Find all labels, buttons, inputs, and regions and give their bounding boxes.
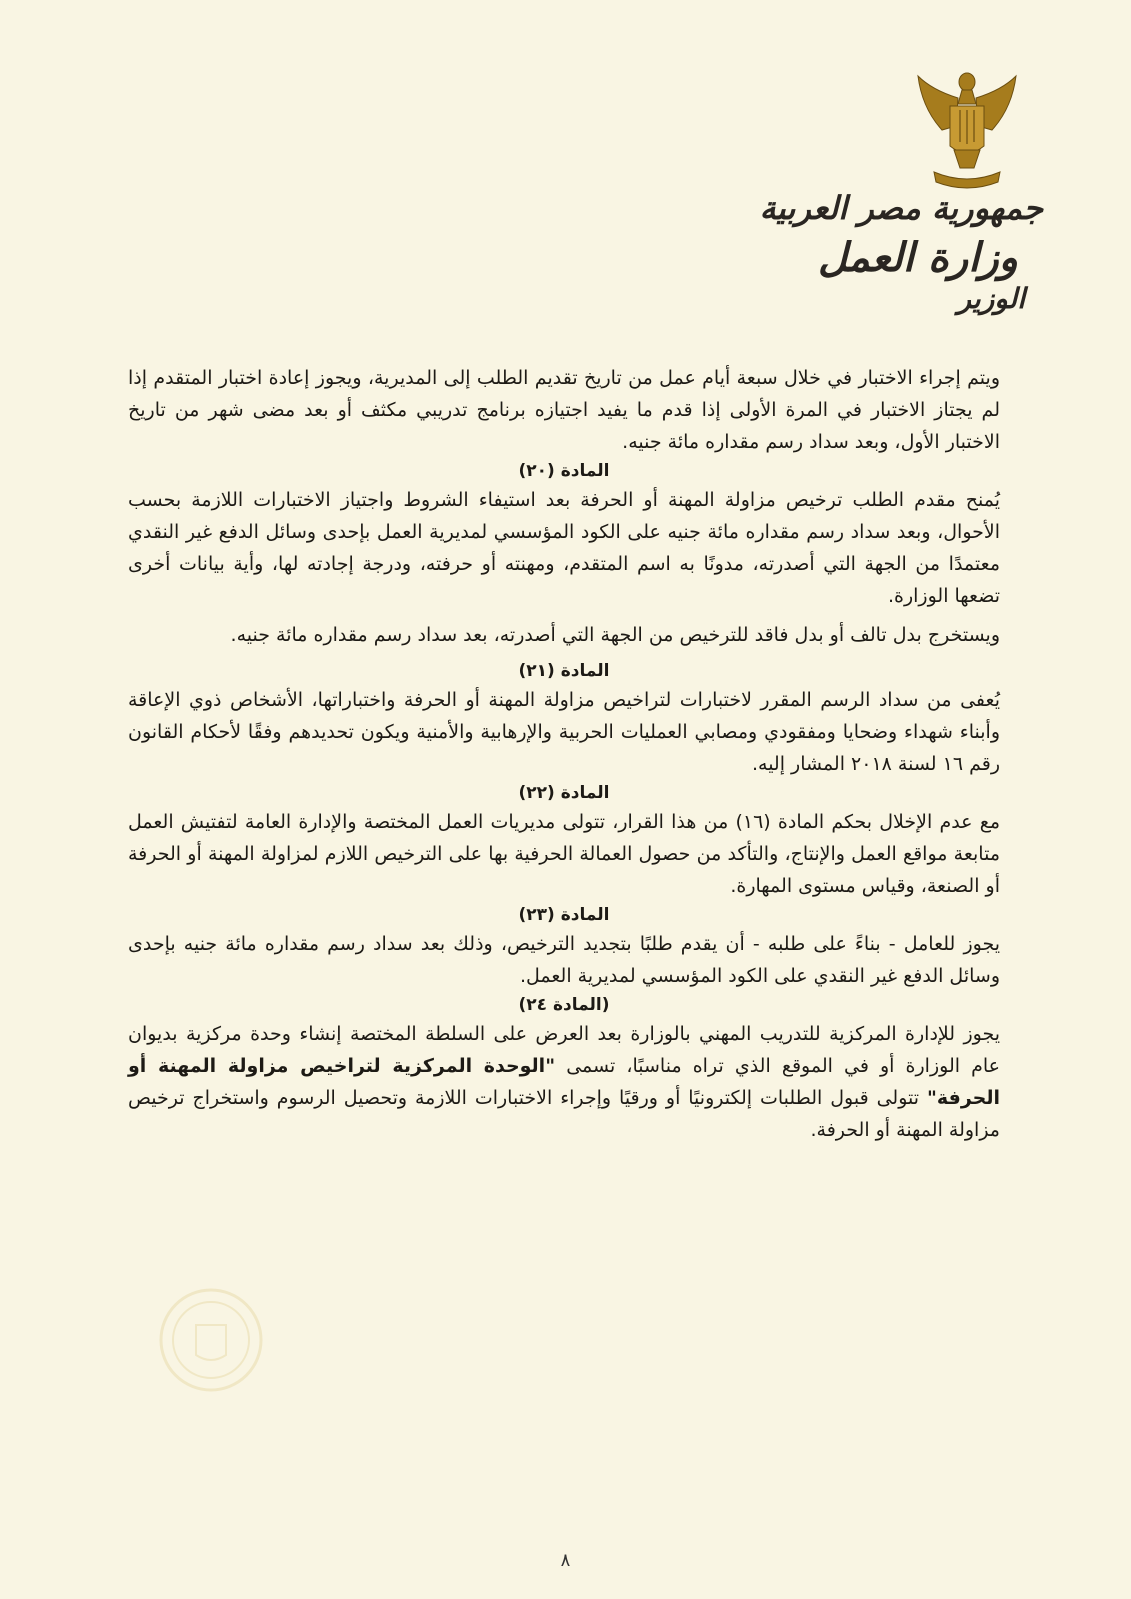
watermark-seal-icon	[156, 1285, 266, 1395]
ministry-name: وزارة العمل	[818, 233, 1018, 281]
article-23-paragraph: يجوز للعامل - بناءً على طلبه - أن يقدم طلبًا بتجديد الترخيص، وذلك بعد سداد رسم مقداره مائة جنيه بإحدى وسائل الدفع غير النقدي على الكود المؤسسي لمديرية العمل.	[128, 933, 1000, 987]
document-body	[128, 362, 1000, 1146]
article-22-paragraph: مع عدم الإخلال بحكم المادة (١٦) من هذا القرار، تتولى مديريات العمل المختصة والإدارة العامة لتفتيش العمل متابعة مواقع العمل والإنتاج، والتأكد من حصول العمالة الحرفية بها على الترخيص اللازم لمزاولة المهنة أو الحرفة أو الصنعة، وقياس مستوى المهارة.	[128, 811, 1000, 897]
article-21-heading: المادة (٢١)	[518, 661, 610, 681]
article-24-heading: (المادة ٢٤)	[518, 995, 610, 1015]
minister-title: الوزير	[957, 281, 1025, 315]
article-24-paragraph	[128, 1018, 1000, 1146]
republic-name: جمهورية مصر العربية	[759, 189, 1043, 227]
article-20-paragraph-1: يُمنح مقدم الطلب ترخيص مزاولة المهنة أو الحرفة بعد استيفاء الشروط واجتياز الاختبارات اللازمة بحسب الأحوال، وبعد سداد رسم مقداره مائة جنيه على الكود المؤسسي لمديرية العمل بإحدى وسائل الدفع غير النقدي معتمدًا من الجهة التي أصدرته، مدونًا به اسم المتقدم، ومهنته أو حرفته، ودرجة إجادته لها، وأية بيانات أخرى تضعها الوزارة.	[128, 489, 1000, 607]
article-23-heading: المادة (٢٣)	[518, 905, 610, 925]
paragraph-continuation: ويتم إجراء الاختبار في خلال سبعة أيام عمل من تاريخ تقديم الطلب إلى المديرية، ويجوز إعادة اختبار المتقدم إذا لم يجتاز الاختبار في المرة الأولى إذا قدم ما يفيد اجتيازه برنامج تدريبي مكثف أو بعد مضى شهر من تاريخ الاختبار الأول، وبعد سداد رسم مقداره مائة جنيه.	[128, 367, 1000, 453]
letterhead	[759, 189, 1043, 315]
article-21-paragraph: يُعفى من سداد الرسم المقرر لاختبارات لتراخيص مزاولة المهنة أو الحرفة واختباراتها، الأشخاص ذوي الإعاقة وأبناء شهداء وضحايا ومفقودي ومصابي العمليات الحربية والإرهابية والأمنية ويكون تحديدهم وفقًا لأحكام القانون رقم ١٦ لسنة ٢٠١٨ المشار إليه.	[128, 689, 1000, 775]
eagle-emblem-icon	[912, 68, 1022, 198]
central-unit-name: "الوحدة المركزية لتراخيص مزاولة المهنة أو الحرفة"	[128, 1055, 1000, 1109]
article-24-text-start: يجوز للإدارة المركزية للتدريب المهني بالوزارة بعد العرض على السلطة المختصة إنشاء وحدة مركزية بديوان عام الوزارة أو في الموقع الذي تراه مناسبًا، تسمى	[128, 1023, 1000, 1077]
article-20-paragraph-2: ويستخرج بدل تالف أو بدل فاقد للترخيص من الجهة التي أصدرته، بعد سداد رسم مقداره مائة جنيه.	[230, 624, 1000, 646]
article-20-heading: المادة (٢٠)	[518, 461, 610, 481]
article-24-text-end: تتولى قبول الطلبات إلكترونيًا أو ورقيًا وإجراء الاختبارات اللازمة وتحصيل الرسوم واستخراج ترخيص مزاولة المهنة أو الحرفة.	[128, 1087, 1000, 1141]
article-22-heading: المادة (٢٢)	[518, 783, 610, 803]
page-number: ٨	[560, 1550, 571, 1571]
